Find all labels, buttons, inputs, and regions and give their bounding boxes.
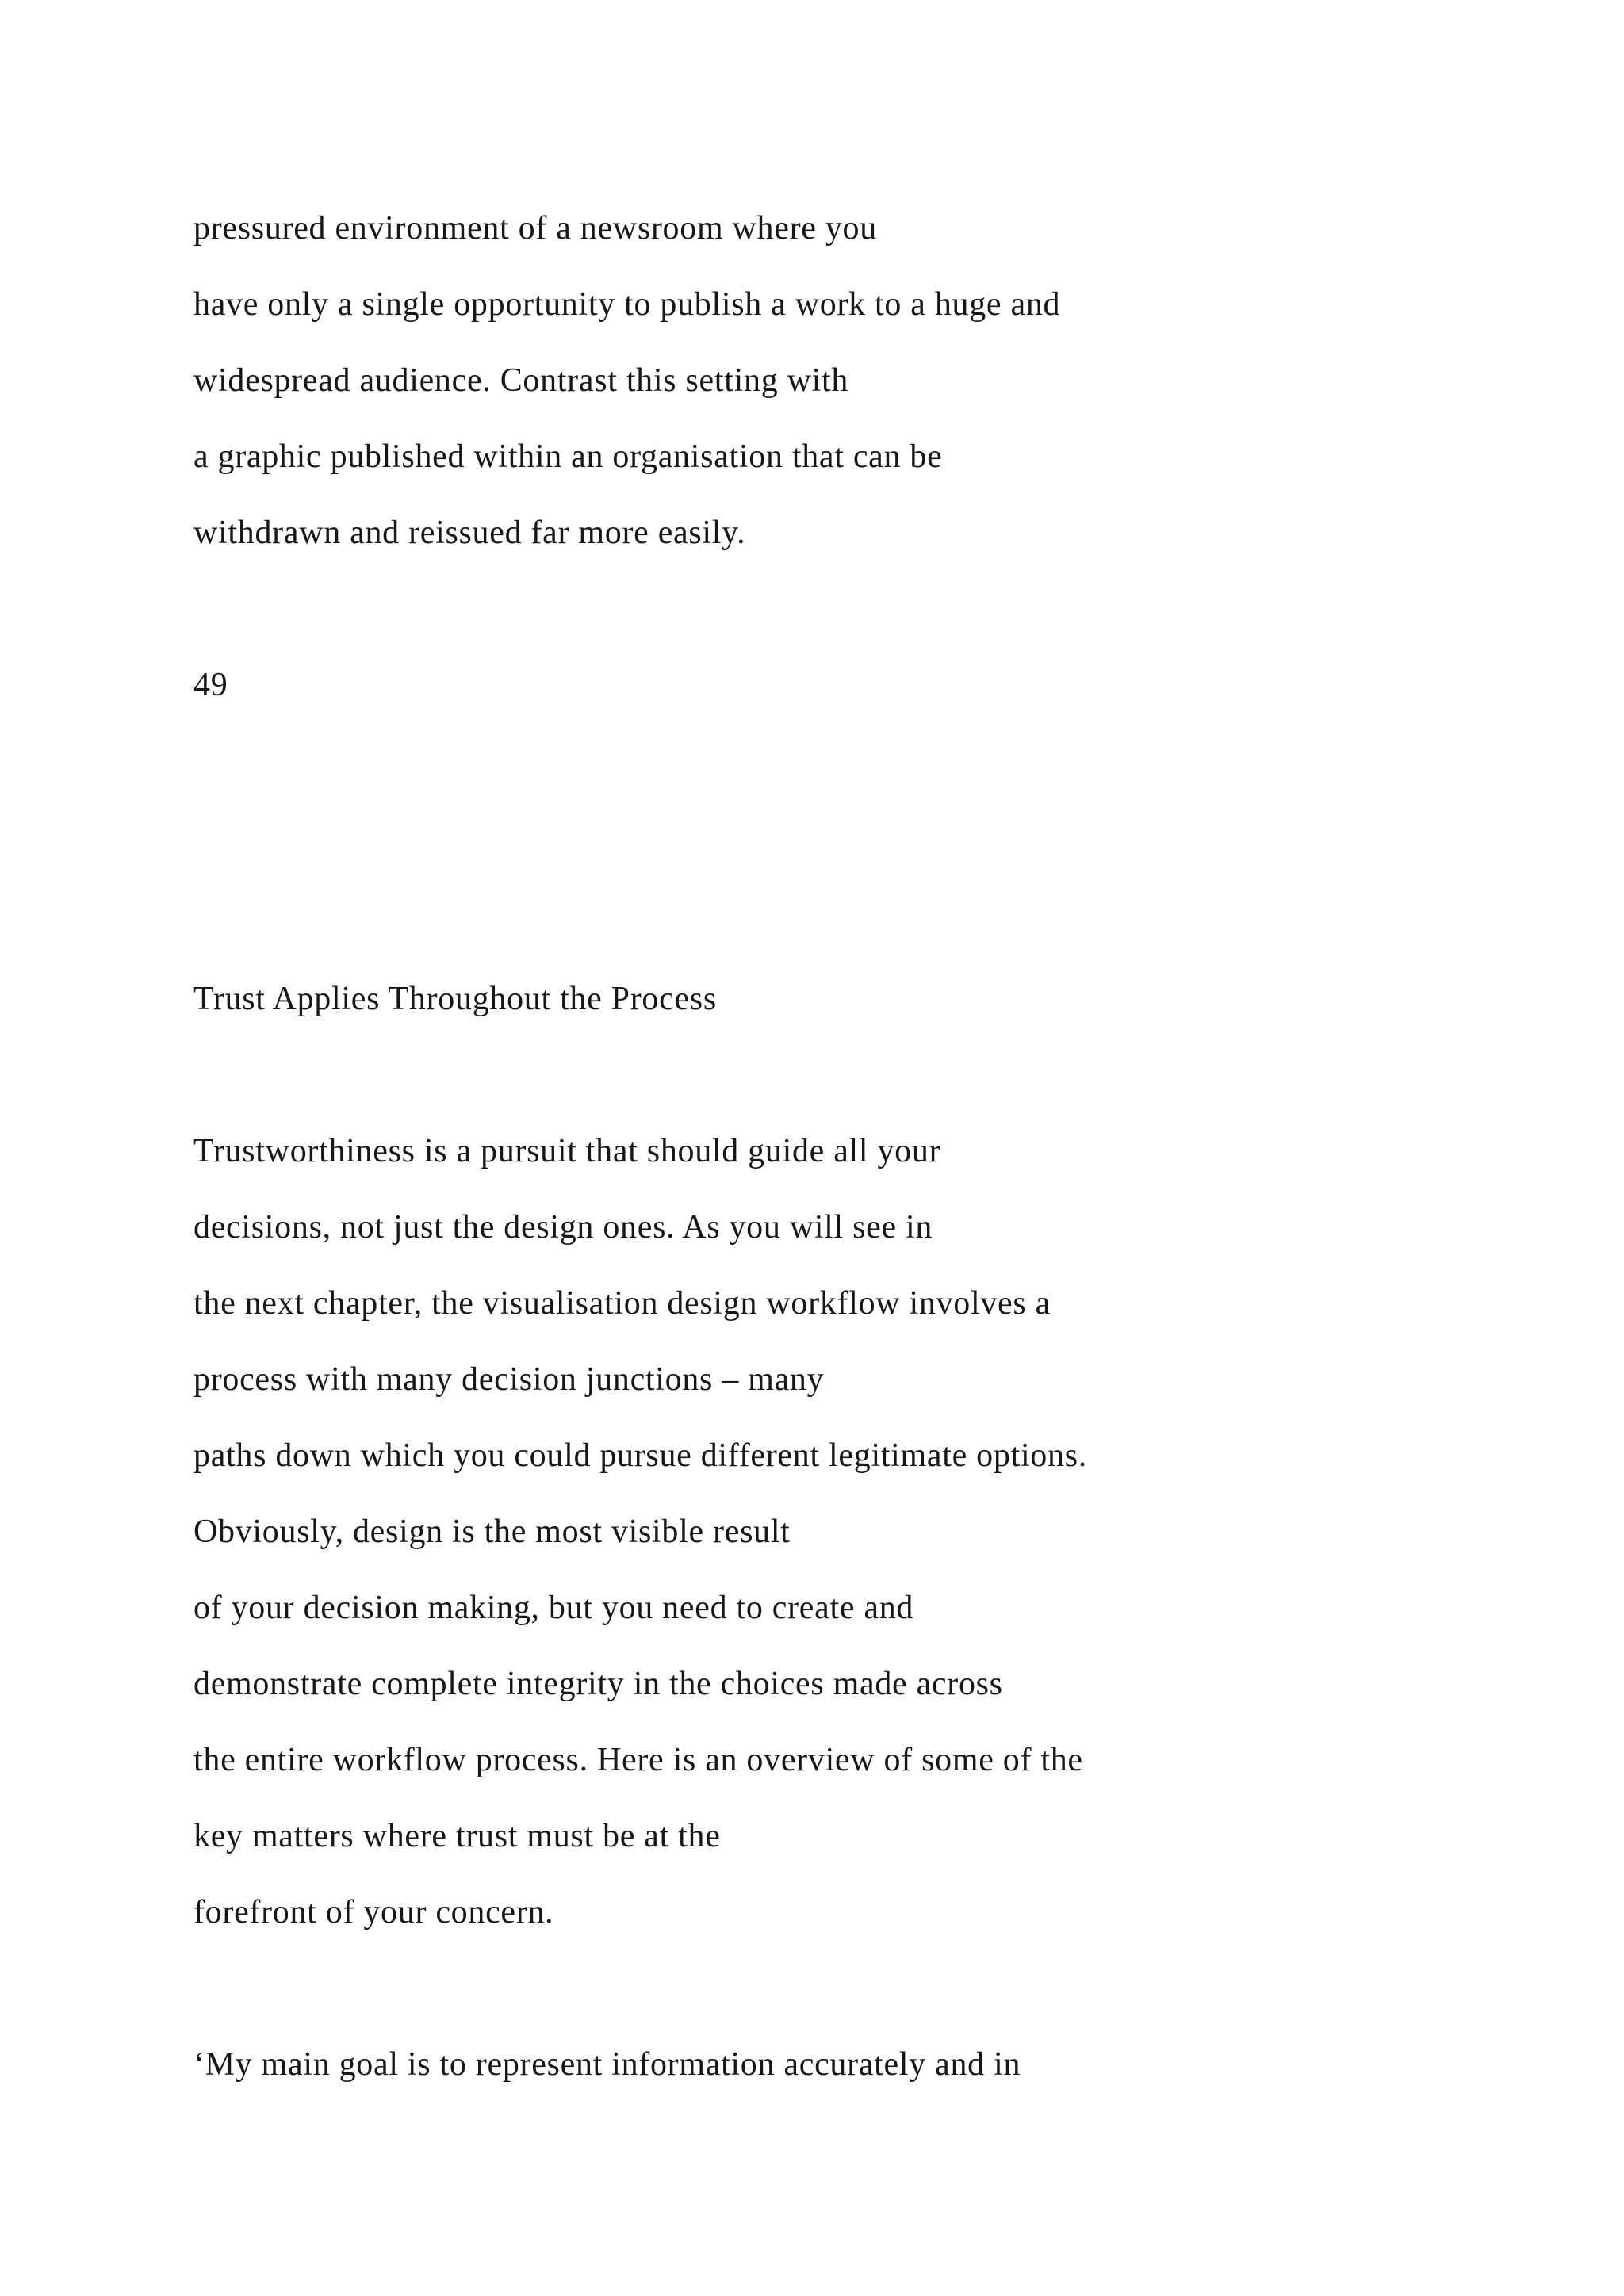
text-line: forefront of your concern.: [193, 1894, 554, 1931]
text-line: key matters where trust must be at the: [193, 1818, 721, 1854]
section-heading: Trust Applies Throughout the Process: [193, 981, 717, 1017]
page-number: 49: [193, 667, 228, 703]
text-line: the next chapter, the visualisation design workflow involves a: [193, 1285, 1051, 1322]
heading-gap: [193, 1037, 1489, 1113]
paragraph-gap: [193, 1950, 1489, 2026]
text-line: a graphic published within an organisation that can be: [193, 438, 943, 475]
section-gap: [193, 723, 1489, 961]
paragraph-quote: [193, 2026, 1489, 2103]
text-line: decisions, not just the design ones. As you will see in: [193, 1209, 933, 1246]
text-line: pressured environment of a newsroom where you: [193, 210, 877, 247]
text-line: Trustworthiness is a pursuit that should guide all your: [193, 1133, 941, 1169]
text-line: demonstrate complete integrity in the choices made across: [193, 1666, 1003, 1702]
text-line: widespread audience. Contrast this setting with: [193, 362, 849, 399]
paragraph-trust: [193, 1113, 1489, 1950]
text-line: paths down which you could pursue different legitimate options.: [193, 1437, 1087, 1474]
paragraph-intro: [193, 190, 1489, 571]
text-line: of your decision making, but you need to create and: [193, 1590, 914, 1626]
text-line: have only a single opportunity to publish a work to a huge and: [193, 286, 1061, 323]
text-line: Obviously, design is the most visible result: [193, 1513, 791, 1550]
text-line: the entire workflow process. Here is an overview of some of the: [193, 1742, 1083, 1778]
text-line: withdrawn and reissued far more easily.: [193, 515, 746, 551]
paragraph-gap: [193, 571, 1489, 647]
text-line: ‘My main goal is to represent information accurately and in: [193, 2046, 1021, 2083]
text-line: process with many decision junctions – many: [193, 1361, 825, 1398]
